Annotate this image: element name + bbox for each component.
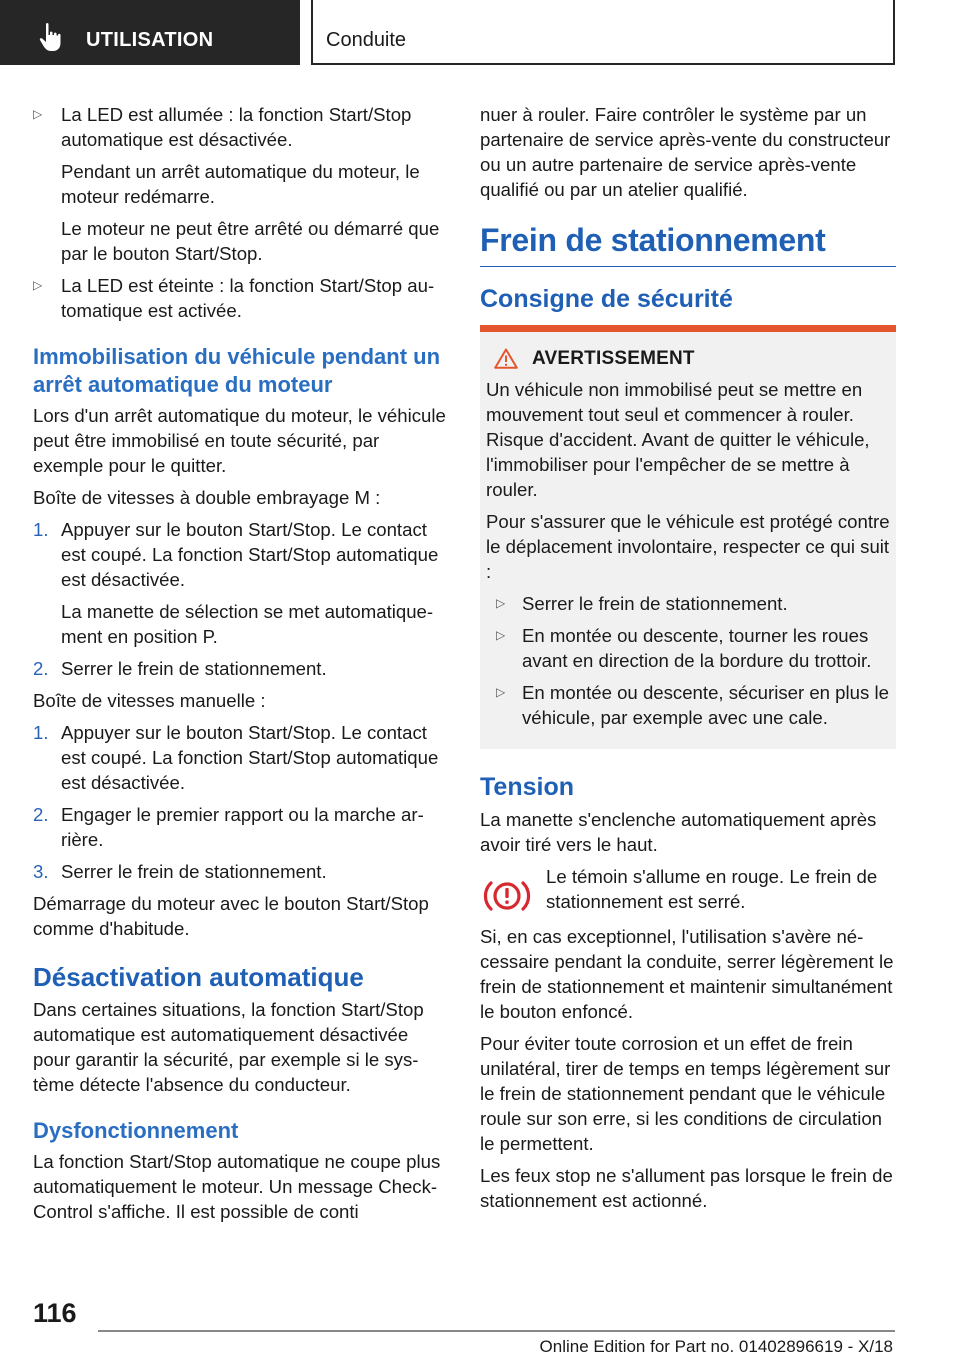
section-heading-immobilisation: Immobilisation du véhicule pendant un arrêt automatique du moteur: [33, 344, 441, 397]
warning-header: [486, 346, 890, 371]
paragraph: La manette s'enclenche automatiquement après avoir tiré vers le haut.: [480, 809, 877, 855]
header-category-tab: [0, 0, 300, 65]
list-item: ▷ Serrer le frein de stationnement.: [496, 593, 788, 614]
hand-pointer-icon: [38, 22, 64, 52]
page-number: 116: [33, 1298, 77, 1328]
paragraph: Lors d'un arrêt automatique du moteur, le véhicule peut être immobilisé en toute sécurité, par exemple pour le quitter.: [33, 405, 446, 476]
paragraph: Dans certaines situations, la fonction Start/Stop automatique est automatiquement désactivée pour garantir la sécurité, par exemple si le système détecte l'absence du conducteur.: [33, 999, 424, 1095]
footer-edition: Online Edition for Part no. 01402896619 - X/18: [539, 1337, 893, 1356]
right-column: [480, 102, 896, 1220]
warning-triangle-icon: [494, 348, 518, 369]
list-item: 2. Serrer le frein de stationnement.: [33, 658, 327, 679]
section-heading-safety: Consigne de sécurité: [480, 285, 733, 313]
list-item: ▷ En montée ou descente, sécuriser en plus le véhicule, par exemple avec une cale.: [496, 682, 889, 728]
indicator-text: Le témoin s'allume en rouge. Le frein de stationnement est serré.: [546, 866, 878, 912]
section-heading-tension: Tension: [480, 773, 574, 801]
section-heading-malfunction: Dysfonctionnement: [33, 1118, 239, 1143]
paragraph: Pour éviter toute corrosion et un effet de frein unilatéral, tirer de temps en temps légèrement sur le frein de stationnement pendant que le véhicule roule sur son erre, si les conditions de circulation le permettent.: [480, 1033, 891, 1154]
warning-text: Un véhicule non immobilisé peut se mettre en mouvement tout seul et commencer à rouler. Risque d'accident. Avant de quitter le véhicule, l'immobiliser pour l'empêcher de se mettre à rouler.: [486, 379, 870, 500]
step-number: 2.: [33, 658, 49, 679]
warning-text: Pour s'assurer que le véhicule est protégé contre le déplacement involontaire, respecter ce qui suit :: [486, 511, 890, 582]
paragraph: Boîte de vitesses manuelle :: [33, 690, 266, 711]
paragraph: Boîte de vitesses à double embrayage M :: [33, 487, 381, 508]
paragraph: Si, en cas exceptionnel, l'utilisation s'avère nécessaire pendant la conduite, serrer légèrement le frein de stationnement et maintenir simultanément le bouton enfoncé.: [480, 926, 894, 1022]
warning-box: [480, 325, 896, 749]
triangle-bullet-icon: ▷: [33, 107, 43, 121]
paragraph: nuer à rouler. Faire contrôler le système par un partenaire de service après-vente du constructeur ou un autre partenaire de service après-vente qualifié ou par un atelier qualifié.: [480, 104, 891, 200]
triangle-bullet-icon: ▷: [496, 596, 506, 610]
list-item: 3. Serrer le frein de stationnement.: [33, 861, 327, 882]
left-column: [33, 102, 448, 1231]
header-category-label: UTILISATION: [86, 29, 214, 51]
section-heading-auto-deactivation: Désactivation automatique: [33, 962, 364, 992]
list-item: ▷ La LED est éteinte : la fonction Start/Stop automatique est activée.: [33, 275, 435, 321]
paragraph: La fonction Start/Stop automatique ne coupe plus automatiquement le moteur. Un message Check-Control s'affiche. Il est possible de conti: [33, 1151, 441, 1222]
paragraph: Démarrage du moteur avec le bouton Start/Stop comme d'habitude.: [33, 893, 429, 939]
parking-brake-warning-icon: [482, 878, 532, 914]
triangle-bullet-icon: ▷: [496, 628, 506, 642]
triangle-bullet-icon: ▷: [33, 278, 43, 292]
list-item: 2. Engager le premier rapport ou la marche arrière.: [33, 804, 424, 850]
step-number: 2.: [33, 804, 49, 825]
footer-divider: [98, 1330, 895, 1332]
paragraph: Les feux stop ne s'allument pas lorsque le frein de stationnement est actionné.: [480, 1165, 893, 1211]
step-number: 1.: [33, 519, 49, 540]
list-item: ▷ En montée ou descente, tourner les roues avant en direction de la bordure du trottoir.: [496, 625, 872, 671]
header-section-label: Conduite: [326, 29, 407, 51]
list-item: ▷ La LED est allumée : la fonction Start/Stop automatique est désactivée. Pendant un arrêt automatique du moteur, le moteur redémarre. Le moteur ne peut être arrêté ou démarré que par le bouton Start/Stop.: [33, 104, 440, 264]
triangle-bullet-icon: ▷: [496, 685, 506, 699]
step-number: 1.: [33, 722, 49, 743]
indicator-row: [480, 864, 896, 914]
list-item: 1. Appuyer sur le bouton Start/Stop. Le contact est coupé. La fonction Start/Stop automatique est désactivée. La manette de sélection se met automatiquement en position P.: [33, 519, 439, 647]
page-title: Frein de stationnement: [480, 220, 896, 267]
step-number: 3.: [33, 861, 49, 882]
warning-title: AVERTISSEMENT: [532, 348, 695, 369]
list-item: 1. Appuyer sur le bouton Start/Stop. Le contact est coupé. La fonction Start/Stop automatique est désactivée.: [33, 722, 439, 793]
